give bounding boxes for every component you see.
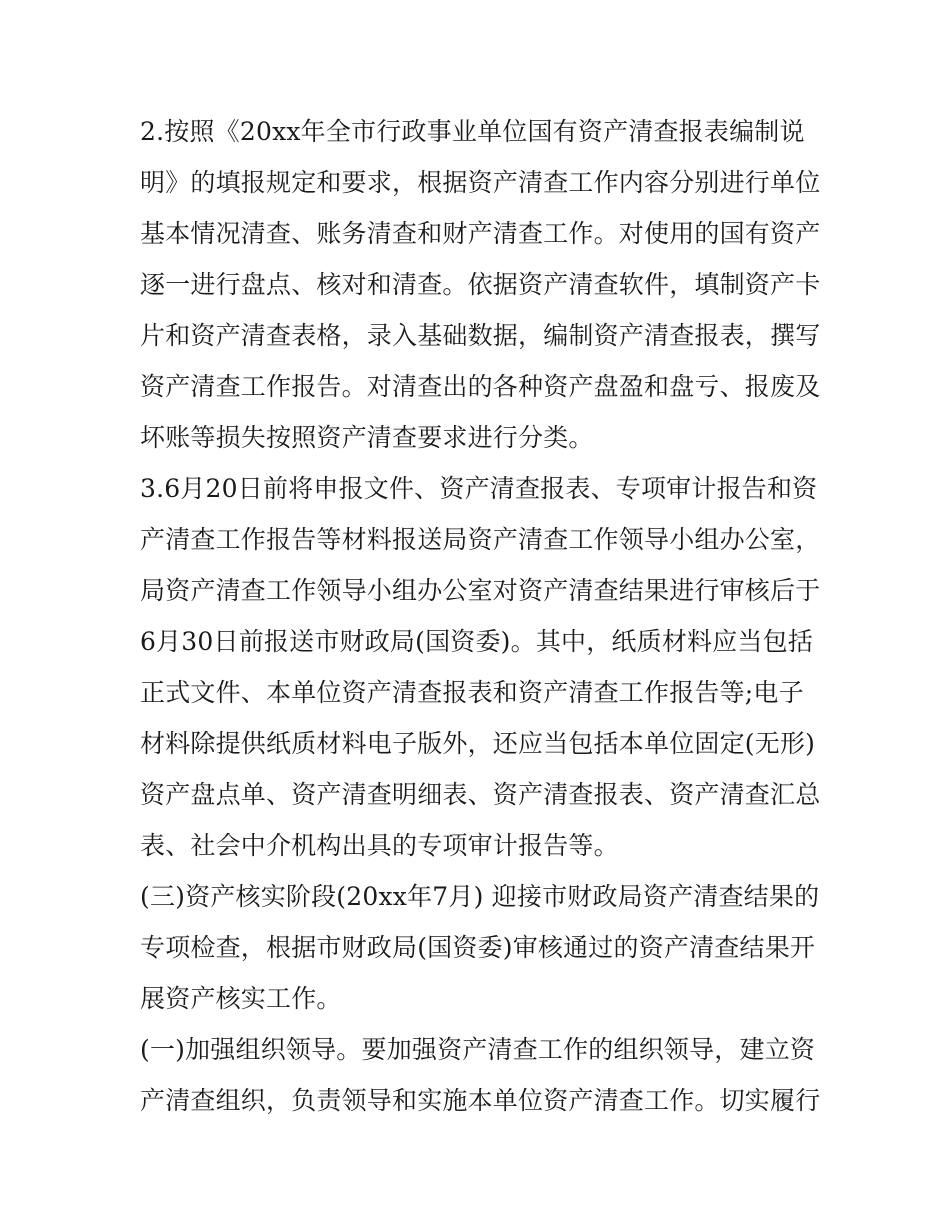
text-line: 正式文件、本单位资产清查报表和资产清查工作报告等;电子 [140,678,804,707]
text-line: 坏账等损失按照资产清查要求进行分类。 [140,423,594,452]
text-line: 基本情况清查、账务清查和财产清查工作。对使用的国有资产 [140,219,820,248]
text-line: (一)加强组织领导。要加强资产清查工作的组织领导，建立资 [140,1035,816,1064]
text-line: 局资产清查工作领导小组办公室对资产清查结果进行审核后于 [140,576,820,605]
text-line: 逐一进行盘点、核对和清查。依据资产清查软件，填制资产卡 [140,270,820,299]
text-line: (三)资产核实阶段(20xx年7月) 迎接市财政局资产清查结果的 [140,882,820,911]
text-line: 产清查组织，负责领导和实施本单位资产清查工作。切实履行 [140,1086,820,1115]
text-line: 明》的填报规定和要求，根据资产清查工作内容分别进行单位 [140,168,820,197]
text-line: 2.按照《20xx年全市行政事业单位国有资产清查报表编制说 [140,117,805,146]
text-line: 展资产核实工作。 [140,984,342,1013]
text-line: 6月30日前报送市财政局(国资委)。其中，纸质材料应当包括 [140,627,814,656]
text-line: 材料除提供纸质材料电子版外，还应当包括本单位固定(无形) [140,729,816,758]
text-line: 专项检查，根据市财政局(国资委)审核通过的资产清查结果开 [140,933,816,962]
text-line: 片和资产清查表格，录入基础数据，编制资产清查报表，撰写 [140,321,820,350]
text-line: 表、社会中介机构出具的专项审计报告等。 [140,831,619,860]
text-line: 资产清查工作报告。对清查出的各种资产盘盈和盘亏、报废及 [140,372,820,401]
text-line: 资产盘点单、资产清查明细表、资产清查报表、资产清查汇总 [140,780,820,809]
text-line: 产清查工作报告等材料报送局资产清查工作领导小组办公室， [140,525,820,554]
text-line: 3.6月20日前将申报文件、资产清查报表、专项审计报告和资 [140,474,818,503]
